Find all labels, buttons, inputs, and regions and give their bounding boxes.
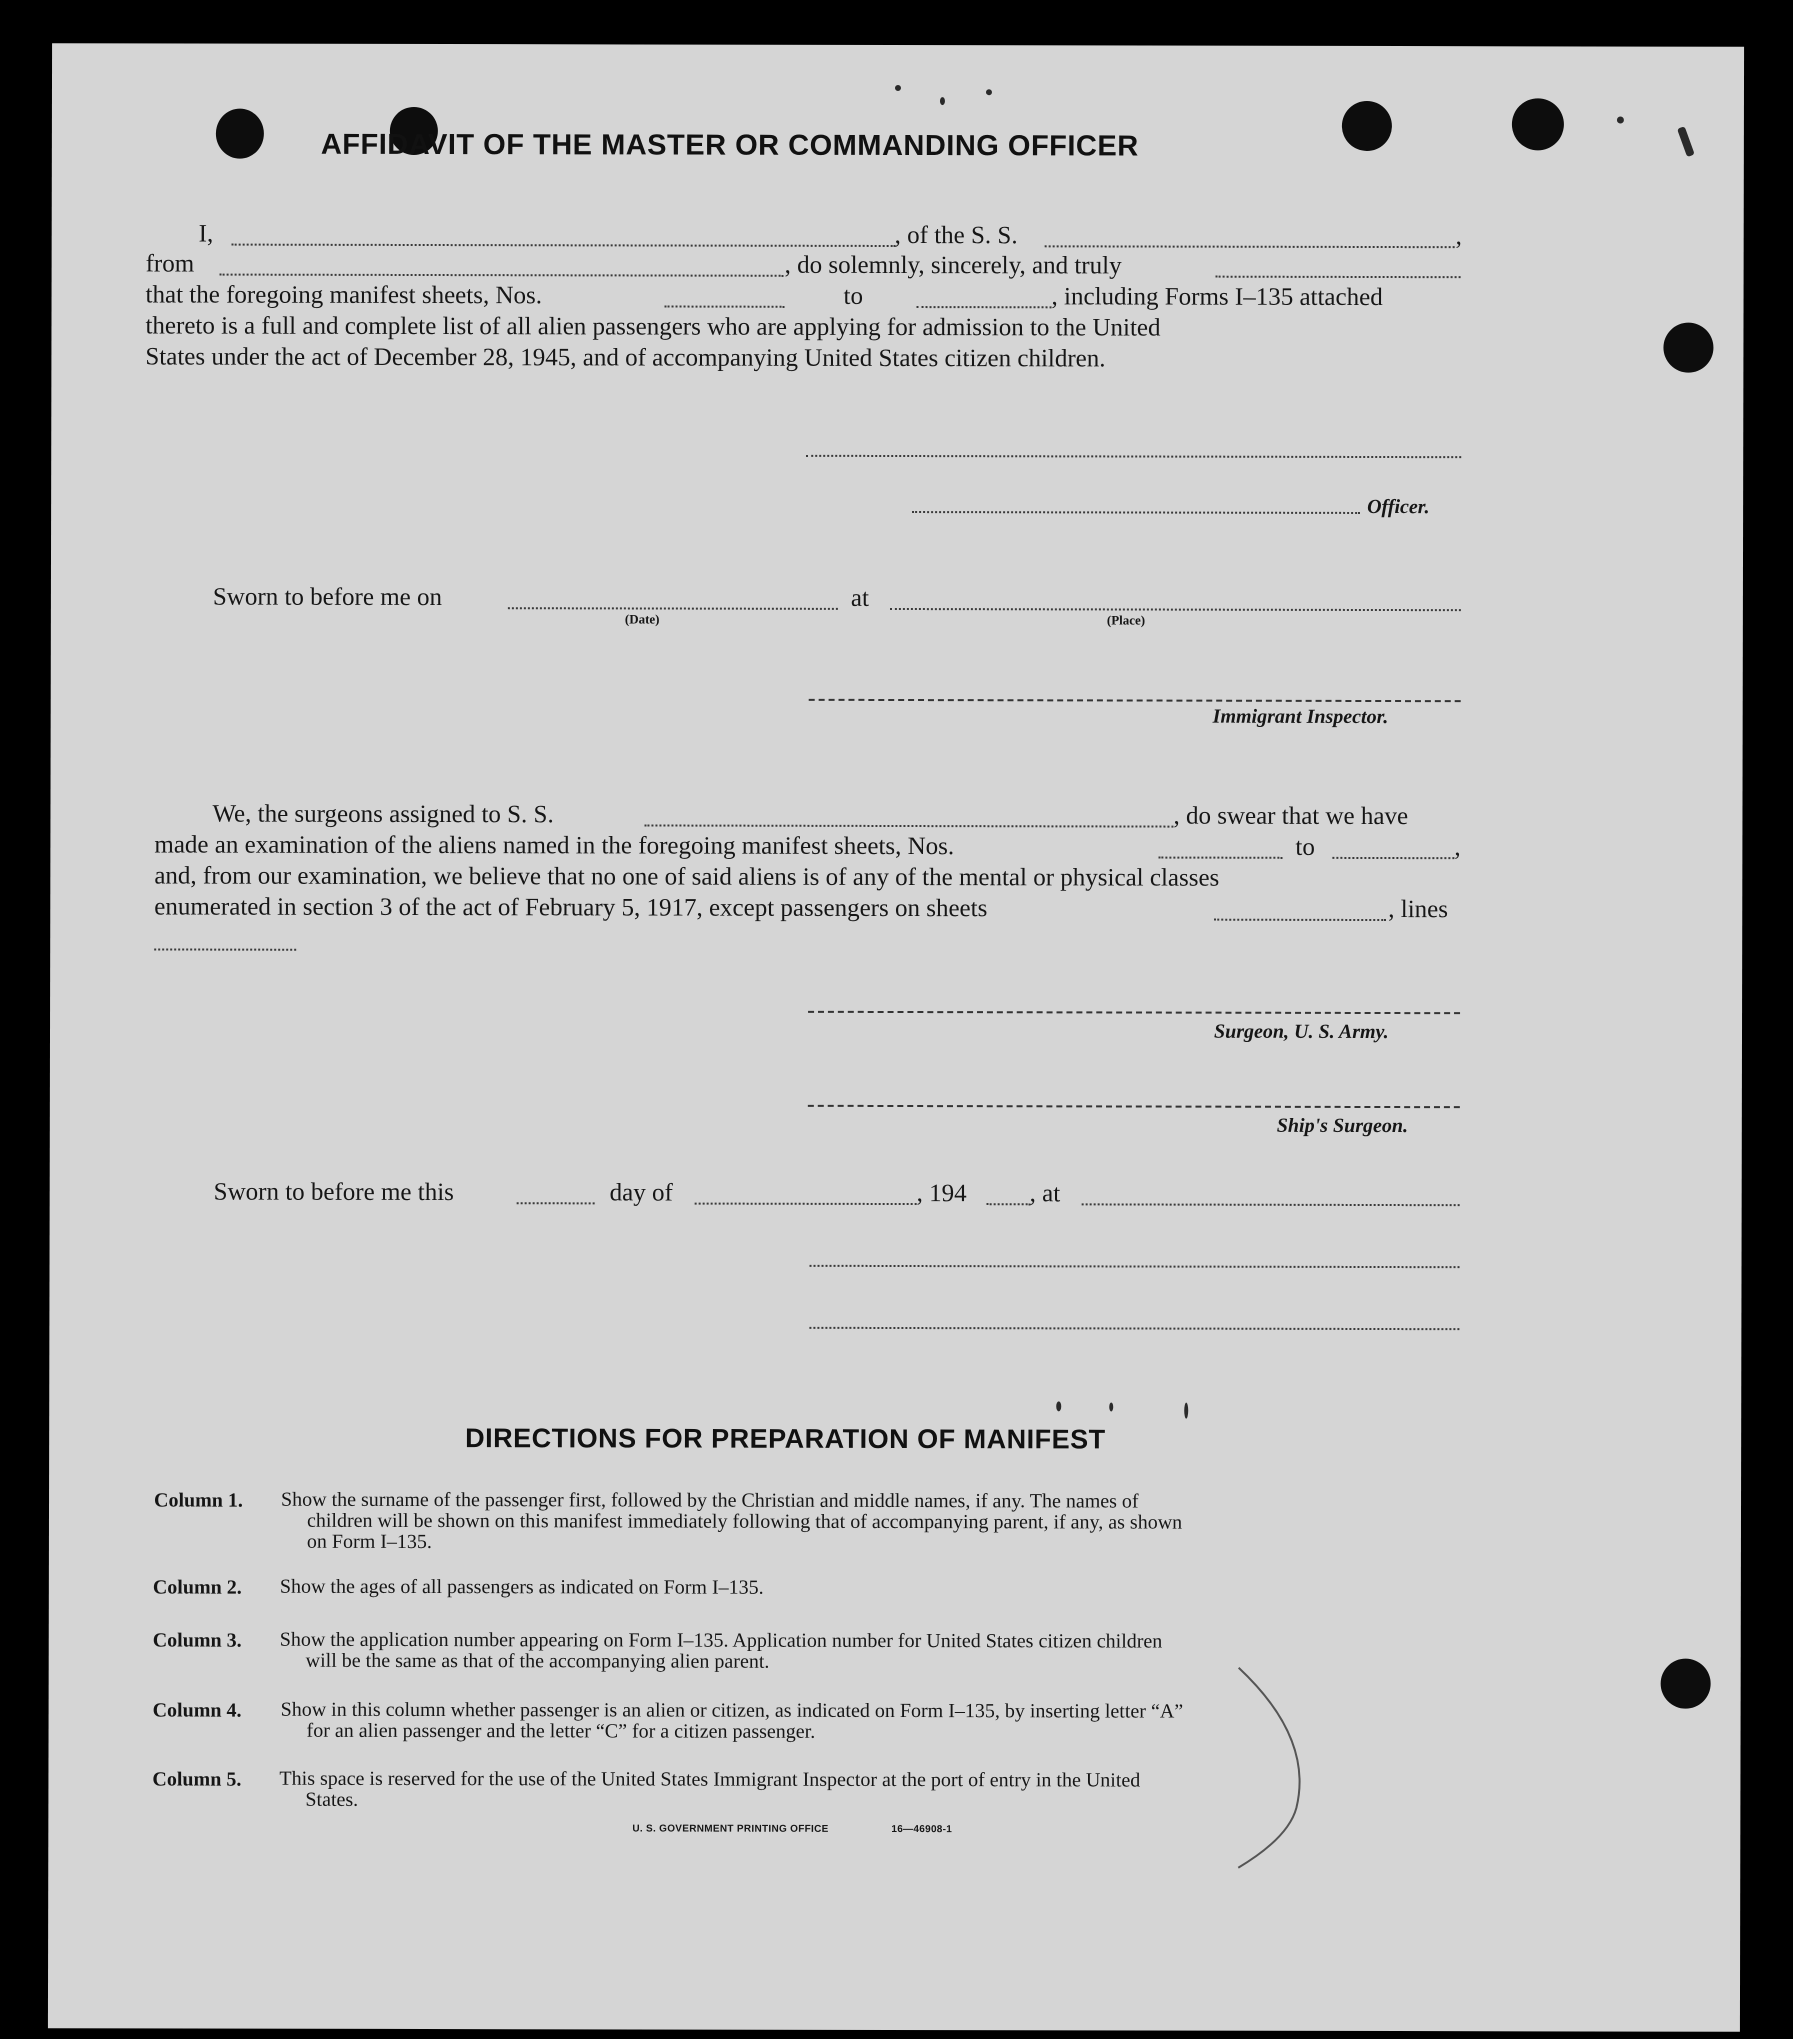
- directions-title: DIRECTIONS FOR PREPARATION OF MANIFEST: [465, 1423, 1106, 1455]
- sworn-on-label: Sworn to before me on: [212, 583, 443, 612]
- ink-speck: [1184, 1403, 1188, 1419]
- truly-field[interactable]: [1216, 276, 1461, 279]
- affidavit-line-1-start: I,: [198, 220, 214, 248]
- inspector-label: Immigrant Inspector.: [1212, 705, 1389, 729]
- sheet-no-to-field[interactable]: [917, 306, 1052, 308]
- column-description-line: children will be shown on this manifest immediately following that of accompanying parent, if any, as shown: [306, 1509, 1183, 1534]
- sworn-at-label-2: , at: [1029, 1180, 1061, 1208]
- affidavit-line-3-to: to: [843, 282, 864, 310]
- surgeons-line-1-start: We, the surgeons assigned to S. S.: [212, 800, 554, 829]
- column-description-line: States.: [305, 1788, 359, 1811]
- master-name-field[interactable]: [232, 244, 896, 247]
- form-code: 16—46908-1: [891, 1823, 953, 1836]
- sworn-this-label: Sworn to before me this: [213, 1178, 454, 1207]
- surgeons-line-3: and, from our examination, we believe that no one of said aliens is of any of the mental or physical classes: [154, 862, 1220, 892]
- column-description-line: This space is reserved for the use of the United States Immigrant Inspector at the port of entry in the United: [279, 1767, 1141, 1792]
- sworn-day-of-label: day of: [609, 1179, 673, 1207]
- date-caption: (Date): [624, 611, 660, 627]
- column-label: Column 3.: [152, 1629, 242, 1652]
- punch-hole: [1512, 98, 1564, 150]
- column-description-line: for an alien passenger and the letter “C” for a citizen passenger.: [306, 1719, 816, 1743]
- affidavit-line-4: thereto is a full and complete list of all alien passengers who are applying for admission to the United: [145, 312, 1161, 342]
- inspector-title-line-2[interactable]: [809, 1327, 1459, 1330]
- affidavit-line-1-mid: , of the S. S.: [894, 221, 1018, 250]
- column-label: Column 1.: [154, 1489, 243, 1512]
- sworn-at-label: at: [850, 584, 869, 612]
- affidavit-line-1-end: ,: [1455, 223, 1462, 251]
- punch-hole: [1663, 323, 1713, 373]
- army-surgeon-signature-line[interactable]: [808, 1011, 1460, 1014]
- ship-surgeon-signature-line[interactable]: [808, 1105, 1460, 1108]
- column-label: Column 5.: [152, 1768, 242, 1791]
- column-description-line: Show the surname of the passenger first, followed by the Christian and middle names, if any. The names of: [281, 1488, 1139, 1513]
- column-label: Column 4.: [152, 1699, 242, 1722]
- surgeons-line-1-end: , do swear that we have: [1173, 802, 1409, 831]
- ship-name-field[interactable]: [1045, 245, 1455, 248]
- document-page: [48, 43, 1744, 2032]
- surgeons-line-4-start: enumerated in section 3 of the act of February 5, 1917, except passengers on sheets: [154, 893, 988, 923]
- sheet-no-from-field[interactable]: [665, 306, 785, 308]
- column-description: [280, 1577, 1460, 1600]
- affidavit-line-2-end: , do solemnly, sincerely, and truly: [784, 251, 1122, 280]
- pencil-mark: [1218, 1658, 1328, 1878]
- sworn-year-label: , 194: [916, 1180, 967, 1208]
- column-description-line: will be the same as that of the accompanying alien parent.: [305, 1649, 770, 1673]
- except-sheets-field[interactable]: [1214, 919, 1386, 921]
- port-from-field[interactable]: [220, 274, 784, 277]
- column-description-line: on Form I–135.: [306, 1530, 432, 1554]
- affidavit-line-2-start: from: [145, 250, 195, 278]
- punch-hole: [1661, 1659, 1711, 1709]
- sworn-month-field[interactable]: [695, 1203, 917, 1205]
- affidavit-line-5: States under the act of December 28, 1945, and of accompanying United States citizen children.: [145, 343, 1106, 373]
- inspector-signature-line[interactable]: [809, 699, 1461, 702]
- column-description-line: Show in this column whether passenger is an alien or citizen, as indicated on Form I–135, by inserting letter “A”: [280, 1698, 1184, 1723]
- except-lines-field[interactable]: [154, 948, 296, 950]
- ink-speck: [1109, 1402, 1113, 1411]
- affidavit-line-3-end: , including Forms I–135 attached: [1051, 283, 1383, 312]
- master-signature-line[interactable]: [806, 455, 1461, 458]
- ink-speck: [986, 89, 992, 95]
- sworn-year-field[interactable]: [987, 1203, 1031, 1205]
- column-description: [281, 1490, 1461, 1555]
- punch-hole: [1342, 101, 1392, 151]
- surgeons-ship-field[interactable]: [644, 824, 1173, 827]
- officer-label: Officer.: [1367, 495, 1430, 519]
- punch-hole: [216, 109, 264, 159]
- ink-speck: [1056, 1401, 1061, 1411]
- printer-imprint: U. S. GOVERNMENT PRINTING OFFICE: [632, 1823, 829, 1835]
- surgeons-line-2-start: made an examination of the aliens named in the foregoing manifest sheets, Nos.: [154, 831, 955, 861]
- surgeons-line-2-end: ,: [1454, 834, 1461, 862]
- surgeons-sheet-to-field[interactable]: [1332, 857, 1454, 859]
- column-description-line: Show the application number appearing on Form I–135. Application number for United States citizen children: [279, 1628, 1163, 1653]
- sworn-at-field[interactable]: [1082, 1203, 1460, 1206]
- ship-surgeon-label: Ship's Surgeon.: [1276, 1114, 1409, 1138]
- sworn-place-field[interactable]: [890, 608, 1461, 611]
- sworn-date-field[interactable]: [508, 607, 838, 610]
- surgeons-sheet-from-field[interactable]: [1158, 857, 1282, 859]
- affidavit-title: AFFIDAVIT OF THE MASTER OR COMMANDING OFFICER: [320, 128, 1139, 163]
- column-description-line: Show the ages of all passengers as indicated on Form I–135.: [279, 1575, 764, 1599]
- sworn-day-field[interactable]: [517, 1202, 595, 1204]
- place-caption: (Place): [1106, 612, 1146, 628]
- army-surgeon-label: Surgeon, U. S. Army.: [1213, 1020, 1389, 1044]
- ink-speck: [1677, 126, 1695, 157]
- ink-speck: [895, 85, 901, 91]
- inspector-signature-line-2[interactable]: [810, 1265, 1460, 1268]
- affidavit-line-3-start: that the foregoing manifest sheets, Nos.: [145, 281, 543, 310]
- surgeons-line-2-to: to: [1295, 833, 1315, 861]
- ink-speck: [940, 97, 945, 105]
- column-label: Column 2.: [152, 1576, 242, 1599]
- officer-signature-line[interactable]: [912, 511, 1360, 514]
- surgeons-line-4-end: , lines: [1388, 896, 1449, 924]
- ink-speck: [1617, 117, 1624, 124]
